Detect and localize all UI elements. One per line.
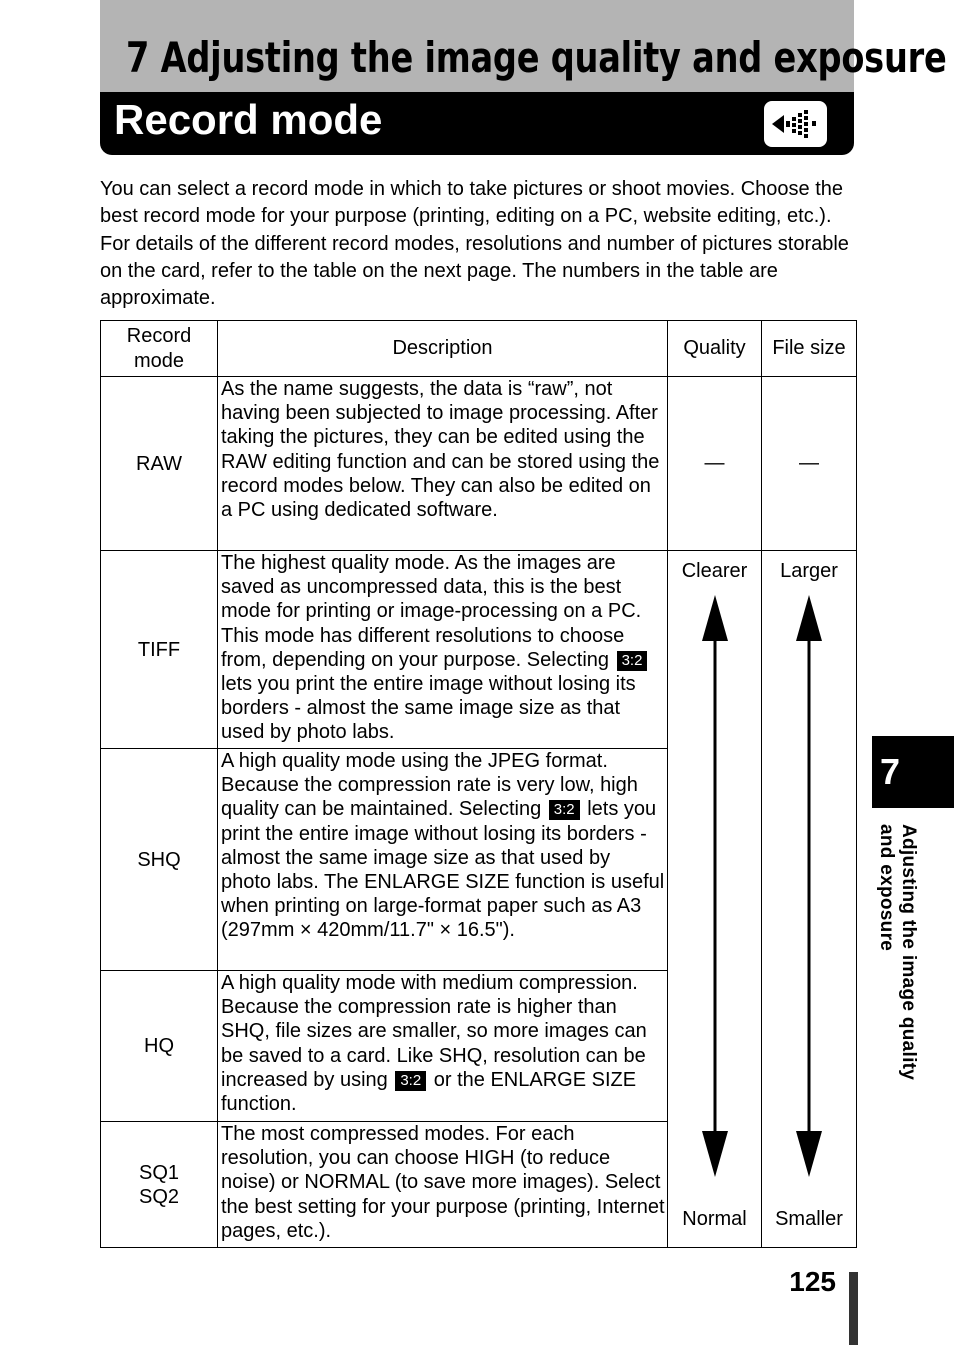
- chapter-tab-label-line1: Adjusting the image quality: [898, 824, 919, 1081]
- chapter-title: 7 Adjusting the image quality and exposure: [126, 33, 947, 82]
- quality-scale-cell: [668, 551, 762, 1248]
- aspect-ratio-badge: 3:2: [395, 1071, 426, 1091]
- section-header: [100, 92, 854, 155]
- aspect-ratio-badge: 3:2: [549, 800, 580, 820]
- record-mode-table: [100, 320, 857, 1248]
- header-description: Description: [218, 321, 668, 377]
- description-hq-part2: or the ENLARGE SIZE function.: [221, 1068, 637, 1116]
- mode-sq: SQ1 SQ2: [101, 1122, 218, 1248]
- mode-hq: HQ: [101, 971, 218, 1122]
- description-raw: As the name suggests, the data is “raw”, not having been subjected to image processing. After taking the pictures, they can be edited using the RAW editing function and can be stored using the record modes below. They can also be edited on a PC using dedicated software.: [218, 377, 668, 551]
- double-arrow-icon: [794, 595, 824, 1177]
- intro-paragraph: You can select a record mode in which to take pictures or shoot movies. Choose the best record mode for your purpose (printing, editing on a PC, website editing, etc.). For details of the different record modes, resolutions and number of pictures storable on the card, refer to the table on the next page. The numbers in the table are approximate.: [100, 178, 849, 310]
- record-mode-icon: [764, 101, 827, 147]
- file-size-scale-cell: [762, 551, 857, 1248]
- quality-scale-bottom-label: Normal: [682, 1208, 747, 1230]
- chapter-tab-label-line2: and exposure: [876, 824, 897, 952]
- header-record-mode: Record mode: [101, 321, 218, 377]
- description-shq-part2: lets you print the entire image without losing its borders - almost the same image size as that used by photo labs. The ENLARGE SIZE function is useful when printing on large-format paper such as A3 (297mm × 420mm/11.7" × 16.5").: [221, 798, 665, 942]
- mode-shq: SHQ: [101, 749, 218, 971]
- page-number: 125: [789, 1266, 836, 1297]
- chapter-tab-number: 7: [880, 751, 901, 792]
- double-arrow-icon: [700, 595, 730, 1177]
- description-tiff: [218, 551, 668, 749]
- page-edge-bar: [849, 1272, 858, 1345]
- mode-tiff: TIFF: [101, 551, 218, 749]
- file-size-raw: —: [762, 377, 857, 551]
- mode-raw: RAW: [101, 377, 218, 551]
- quality-scale-top-label: Clearer: [681, 560, 748, 582]
- description-shq: [218, 749, 668, 971]
- description-hq-part1: A high quality mode with medium compression. Because the compression rate is higher than SHQ, file sizes are smaller, so more images can be saved to a card. Like SHQ, resolution can be increased by using: [221, 972, 647, 1091]
- quality-raw: —: [668, 377, 762, 551]
- description-tiff-part1: The highest quality mode. As the images are saved as uncompressed data, this is the best mode for printing or image-processing on a PC. This mode has different resolutions to choose from, depending on your purpose. Selecting: [221, 552, 642, 671]
- table-header-row: [101, 321, 857, 377]
- description-hq: [218, 971, 668, 1122]
- description-tiff-part2: lets you print the entire image without losing its borders - almost the same image size as that used by photo labs.: [221, 673, 636, 744]
- aspect-ratio-badge: 3:2: [617, 651, 648, 671]
- file-size-scale-bottom-label: Smaller: [775, 1208, 843, 1230]
- table-row-raw: [101, 377, 857, 551]
- header-quality: Quality: [668, 321, 762, 377]
- chapter-tab: [872, 736, 954, 808]
- description-sq: The most compressed modes. For each resolution, you can choose HIGH (to reduce noise) or NORMAL (to save more images). Select the best setting for your purpose (printing, Internet pages, etc.).: [218, 1122, 668, 1248]
- header-file-size: File size: [762, 321, 857, 377]
- description-shq-part1: A high quality mode using the JPEG format. Because the compression rate is very low, high quality can be maintained. Selecting: [221, 750, 638, 821]
- file-size-scale-top-label: Larger: [780, 560, 838, 582]
- chapter-tab-label: [875, 824, 919, 1080]
- table-row-tiff: [101, 551, 857, 749]
- section-title: Record mode: [114, 96, 383, 143]
